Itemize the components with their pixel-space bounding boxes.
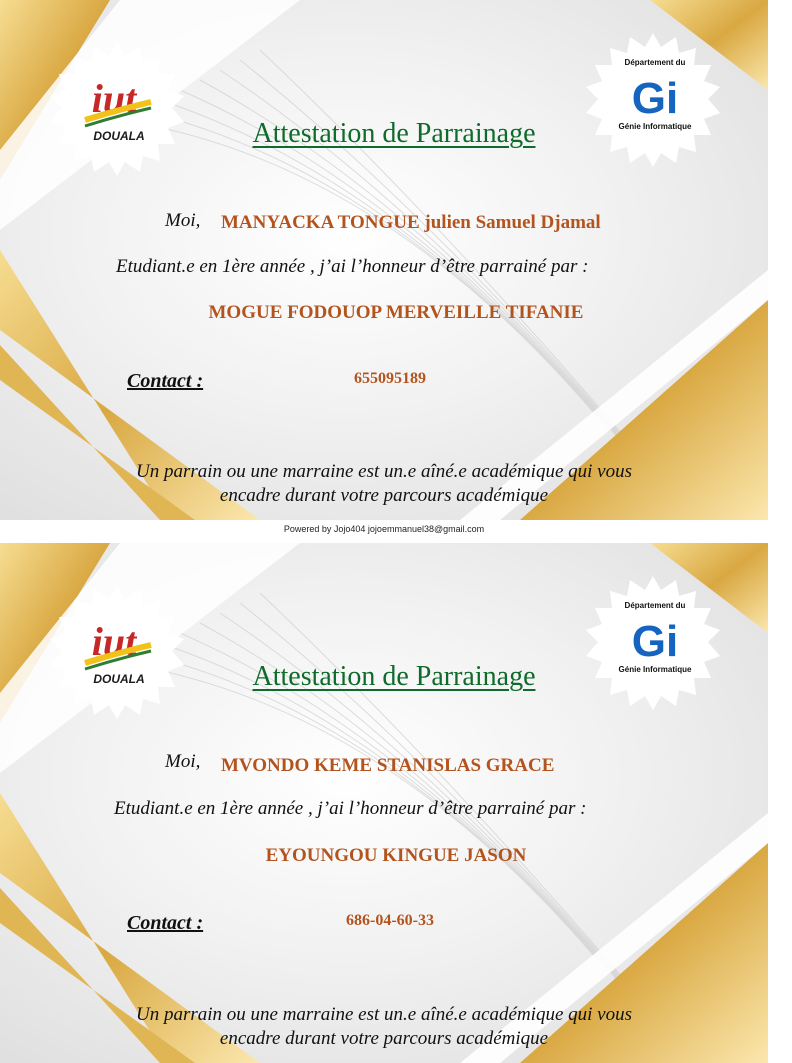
sponsor-name: EYOUNGOU KINGUE JASON: [265, 845, 527, 866]
contact-label: Contact :: [127, 370, 204, 392]
svg-text:iut: iut: [91, 76, 137, 121]
sponsorship-note: [0, 460, 768, 508]
certificate-card: [0, 0, 768, 520]
svg-text:Gi: Gi: [631, 617, 679, 666]
student-name: MANYACKA TONGUE julien Samuel Djamal: [221, 212, 601, 233]
iut-douala-logo-icon: [47, 40, 187, 180]
note-line-2: encadre durant votre parcours académique: [219, 485, 549, 506]
genie-informatique-logo-icon: [583, 31, 723, 171]
contact-value: 655095189: [354, 370, 426, 387]
svg-text:Génie Informatique: Génie Informatique: [618, 665, 692, 674]
sponsorship-note: [0, 1003, 768, 1051]
moi-label: Moi,: [165, 210, 201, 231]
contact-value: 686-04-60-33: [346, 912, 434, 929]
powered-by-footer: Powered by Jojo404 jojoemmanuel38@gmail.com: [283, 524, 485, 534]
svg-text:iut: iut: [91, 619, 137, 664]
student-year-line: Etudiant.e en 1ère année , j’ai l’honneur d’être parrainé par :: [116, 256, 589, 277]
student-year-line: Etudiant.e en 1ère année , j’ai l’honneur d’être parrainé par :: [114, 798, 587, 819]
iut-douala-logo-icon: [47, 583, 187, 723]
certificate-title: Attestation de Parrainage: [252, 118, 536, 149]
svg-text:Département du: Département du: [624, 58, 686, 67]
note-line-1: Un parrain ou une marraine est un.e aîné.e académique qui vous: [135, 461, 633, 482]
contact-label: Contact :: [127, 912, 204, 934]
certificate-title: Attestation de Parrainage: [252, 661, 536, 692]
note-line-2: encadre durant votre parcours académique: [219, 1028, 549, 1049]
genie-informatique-logo-icon: [583, 574, 723, 714]
sponsor-name: MOGUE FODOUOP MERVEILLE TIFANIE: [208, 302, 584, 323]
svg-text:Gi: Gi: [631, 74, 679, 123]
note-line-1: Un parrain ou une marraine est un.e aîné.e académique qui vous: [135, 1004, 633, 1025]
certificate-card: [0, 543, 768, 1063]
svg-text:Département du: Département du: [624, 601, 686, 610]
svg-text:Génie Informatique: Génie Informatique: [618, 122, 692, 131]
student-name: MVONDO KEME STANISLAS GRACE: [221, 755, 555, 776]
svg-text:DOUALA: DOUALA: [93, 129, 145, 143]
moi-label: Moi,: [165, 751, 201, 772]
svg-text:DOUALA: DOUALA: [93, 672, 145, 686]
